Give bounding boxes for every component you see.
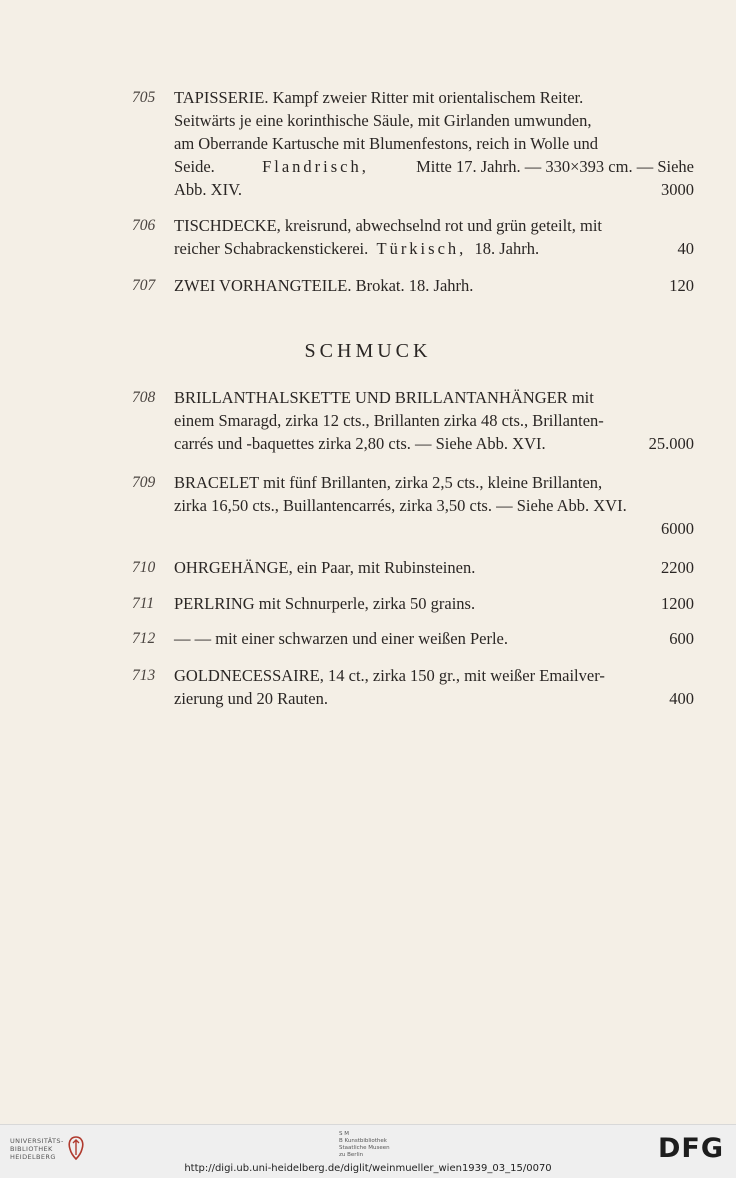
entry-body [174,274,694,297]
entry-number: 707 [132,277,156,294]
entry-line: am Oberrande Kartusche mit Blumenfestons, reich in Wolle und [174,134,599,153]
entry-709 [132,471,694,540]
library-emblem-icon [64,1135,88,1161]
museum-logo-line: S M [339,1131,349,1137]
entry-705 [132,86,694,201]
entry-text: ZWEI VORHANGTEILE. Brokat. 18. Jahrh. [174,276,474,295]
library-logo-line: BIBLIOTHEK [10,1145,53,1153]
entry-body [174,627,694,650]
entry-710 [132,556,694,579]
entry-number: 710 [132,559,156,576]
entry-text-group [174,237,539,260]
entry-number: 709 [132,474,156,491]
entry-body [174,214,694,260]
entry-body [174,664,694,710]
entry-line: TISCHDECKE, kreisrund, abwechselnd rot und grün geteilt, mit [174,216,603,235]
entry-last-line [174,627,694,650]
entry-last-line [174,178,694,201]
entry-price: 40 [677,239,694,258]
entry-text: zierung und 20 Rauten. [174,689,328,708]
entry-number: 712 [132,630,156,647]
entry-last-line [174,592,694,615]
entry-line: GOLDNECESSAIRE, 14 ct., zirka 150 gr., mit weißer Emailver- [174,666,605,685]
entry-text: 18. Jahrh. [474,239,540,258]
entry-text: Mitte 17. Jahrh. — 330×393 cm. — Siehe [416,157,694,176]
entry-price: 6000 [661,519,694,538]
entry-price: 1200 [661,594,694,613]
entry-price: 2200 [661,558,694,577]
entry-708 [132,386,694,455]
entry-price: 400 [669,689,694,708]
entry-707 [132,274,694,297]
entry-origin: Flandrisch, [262,157,369,176]
entry-number: 705 [132,89,156,106]
entry-last-line [174,556,694,579]
library-logo-line: HEIDELBERG [10,1153,56,1161]
entry-last-line [174,432,694,455]
entry-text: OHRGEHÄNGE, ein Paar, mit Rubinsteinen. [174,558,476,577]
entry-body [174,471,694,540]
entry-line: zirka 16,50 cts., Buillantencarrés, zirka 3,50 cts. — Siehe Abb. XVI. [174,496,627,515]
entry-number: 706 [132,217,156,234]
entry-origin: Türkisch, [376,239,467,258]
entry-price: 3000 [661,180,694,199]
library-logo-line: UNIVERSITÄTS- [10,1137,64,1145]
entry-body [174,386,694,455]
library-logo[interactable] [10,1137,64,1161]
source-url-link[interactable]: http://digi.ub.uni-heidelberg.de/diglit/weinmueller_wien1939_03_15/0070 [184,1163,552,1174]
entry-body [174,86,694,201]
dfg-logo[interactable]: DFG [657,1133,724,1164]
entry-price: 120 [669,276,694,295]
entry-711 [132,592,694,615]
entry-text: Abb. XIV. [174,180,242,199]
entry-last-line [174,687,694,710]
entry-body [174,556,694,579]
entry-713 [132,664,694,710]
entry-line [174,155,694,178]
entry-706 [132,214,694,260]
entry-line: TAPISSERIE. Kampf zweier Ritter mit orientalischem Reiter. [174,88,584,107]
footer-bar [0,1124,736,1178]
entry-text: reicher Schabrackenstickerei. [174,239,369,258]
entry-line: einem Smaragd, zirka 12 cts., Brillanten zirka 48 cts., Brillanten- [174,411,604,430]
section-heading: SCHMUCK [304,340,432,362]
entry-price: 25.000 [648,434,694,453]
museum-logo-line: Staatliche Museen [339,1145,390,1151]
entry-text: BRILLANTHALSKETTE UND BRILLANTANHÄNGER mit [174,388,594,407]
entry-712 [132,627,694,650]
entry-line [174,386,694,409]
museum-logo-line: zu Berlin [339,1152,364,1158]
entry-price: 600 [669,629,694,648]
entry-body [174,592,694,615]
museum-logo[interactable] [339,1131,390,1159]
entry-number: 711 [132,595,155,612]
entry-line: BRACELET mit fünf Brillanten, zirka 2,5 cts., kleine Brillanten, [174,473,603,492]
museum-logo-line: B Kunstbibliothek [339,1138,387,1144]
entry-text: PERLRING mit Schnurperle, zirka 50 grains. [174,594,476,613]
entry-text: — — mit einer schwarzen und einer weißen Perle. [174,629,509,648]
entry-last-line [174,237,694,260]
entry-number: 708 [132,389,156,406]
entry-last-line [174,274,694,297]
entry-line: Seitwärts je eine korinthische Säule, mit Girlanden umwunden, [174,111,592,130]
entry-number: 713 [132,667,156,684]
entry-text: carrés und -baquettes zirka 2,80 cts. — Siehe Abb. XVI. [174,434,546,453]
entry-text: Seide. [174,157,215,176]
